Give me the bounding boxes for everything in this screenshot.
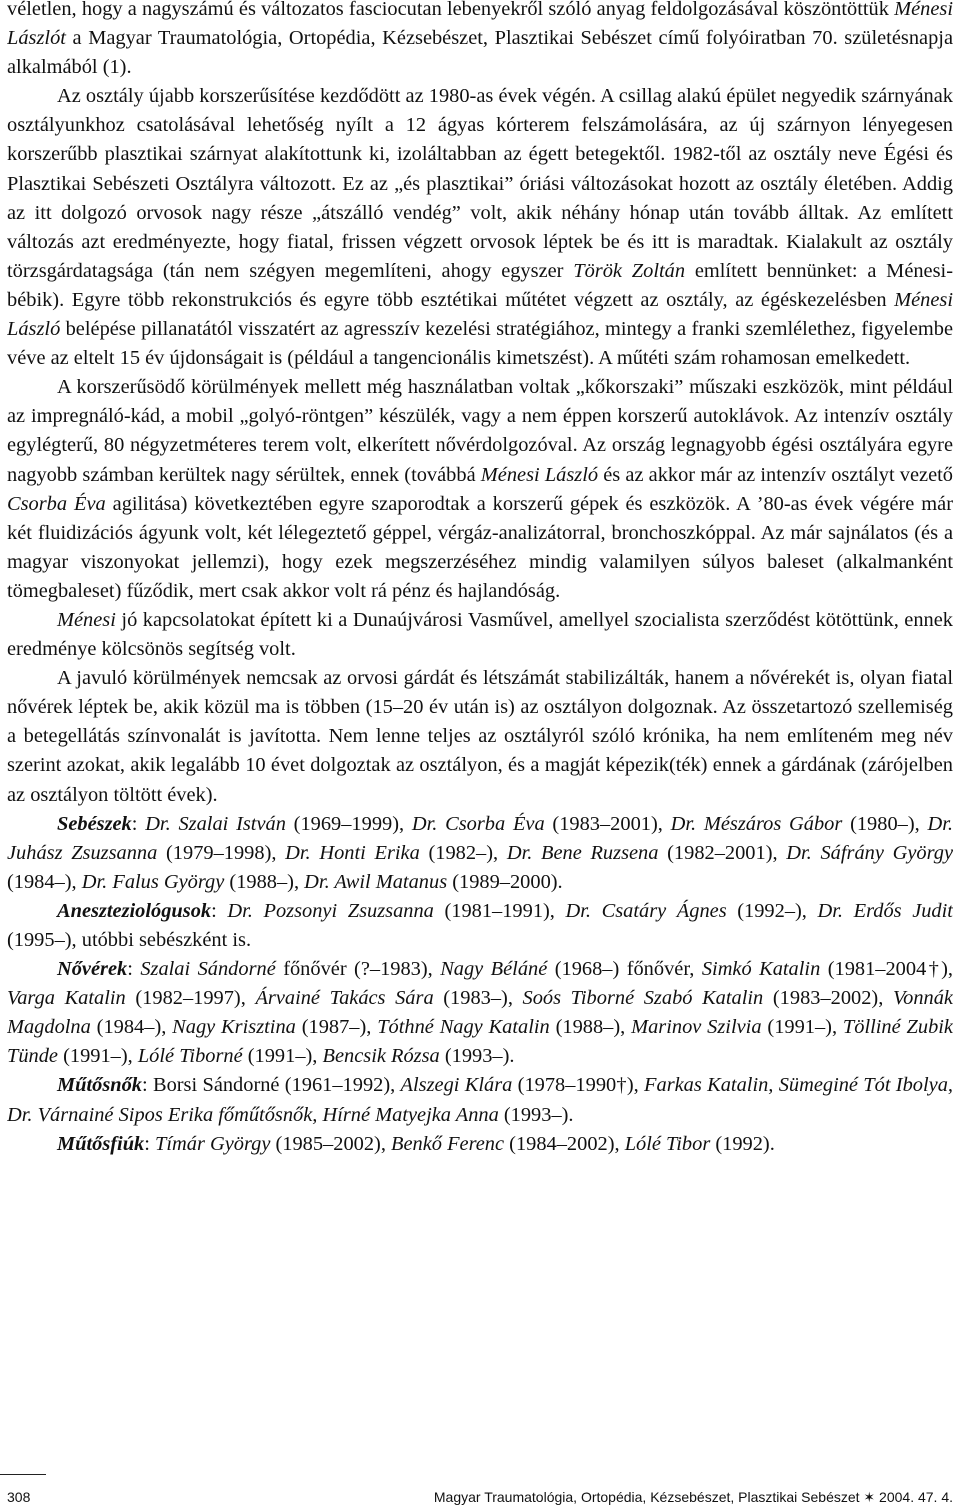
text-run: (1980–), (842, 812, 928, 835)
staff-group-label: Aneszteziológusok (57, 899, 212, 922)
footer-rule (0, 1474, 46, 1475)
person-name: Alszegi Klára (400, 1074, 513, 1097)
text-run: (1968–) főnővér, (547, 958, 702, 981)
text-run: (1983–), (433, 987, 523, 1010)
text-run: (1982–1997), (125, 987, 256, 1010)
page-footer (0, 1474, 960, 1511)
person-name: Árvainé Takács Sára (255, 987, 434, 1010)
staff-group-label: Műtősfiúk (57, 1132, 145, 1155)
paragraph-anesthesiologists (7, 897, 953, 955)
text-run: (1985–2002), (270, 1132, 392, 1155)
person-name: Benkő Ferenc (391, 1132, 505, 1155)
text-run: (1992–), (726, 899, 818, 922)
text-run: (1983–2002), (763, 987, 893, 1010)
person-name: Lólé Tiborné (137, 1045, 243, 1068)
paragraph-partnership (7, 606, 953, 664)
person-name: Tölliné Zubik Tünde (7, 1016, 953, 1068)
person-name: Lólé Tibor (624, 1132, 711, 1155)
person-name: Dr. Falus György (81, 870, 225, 893)
person-name: Tímár György (155, 1132, 271, 1155)
person-name: Dr. Csatáry Ágnes (565, 899, 727, 922)
text-run: (1988–), (549, 1016, 632, 1039)
page-number: 308 (7, 1489, 31, 1505)
article-body (7, 0, 953, 1457)
staff-group-label: Műtősnők (57, 1074, 142, 1097)
staff-group-label: Nővérek (57, 958, 128, 981)
text-run: (1989–2000). (447, 870, 563, 893)
staff-group-label: Sebészek (57, 812, 132, 835)
text-run: (1984–), (7, 870, 82, 893)
person-name: Marinov Szilvia (631, 1016, 762, 1039)
text-run: (1995–), utóbbi sebészként is. (7, 929, 252, 951)
paragraph-intro-continuation (7, 0, 953, 82)
text-run: (1991–), (761, 1016, 843, 1039)
text-run: : Borsi Sándorné (1961–1992), (142, 1074, 401, 1097)
person-name: Szalai Sándorné (140, 958, 276, 981)
person-name: Ménesi Lászlót (7, 0, 953, 50)
text-run: A korszerűsödő körülmények mellett még használatban voltak „kőkorszaki” műszaki eszközök, mint például az impregnáló-kád, a mobil „golyó-röntgen” készülék, vagy a nem éppen korszerű autoklávok. Az intenzív osztály egylégterű, 80 négyzetméteres terem volt, elkerített nővérdolgozóval. Az ország legnagyobb égési osztályára egyre nagyobb számban kerültek nagy sérültek, ennek (továbbá (7, 376, 953, 486)
person-name: Nagy Krisztina (172, 1016, 296, 1039)
text-run: (1981–1991), (433, 899, 566, 922)
person-name: Ménesi (57, 608, 116, 631)
person-name: Dr. Honti Erika (285, 841, 420, 864)
person-name: Dr. Csorba Éva (411, 812, 545, 835)
text-run: főnővér (?–1983), (275, 958, 441, 981)
paragraph-staff-intro (7, 664, 953, 809)
text-run: : (131, 812, 146, 835)
text-run: a Magyar Traumatológia, Ortopédia, Kézsebészet, Plasztikai Sebészet című folyóiratban 70. születésnapja alkalmából (1). (7, 27, 953, 79)
person-name: Dr. Pozsonyi Zsuzsanna (227, 899, 434, 922)
paragraph-equipment (7, 373, 953, 606)
text-run: és az akkor már az intenzív osztályt vezető (598, 463, 953, 486)
text-run: (1984–2002), (504, 1132, 625, 1155)
person-name: Dr. Szalai István (145, 812, 286, 835)
person-name: Dr. Awil Matanus (304, 870, 448, 893)
text-run: jó kapcsolatokat épített ki a Dunaújvárosi Vasművel, amellyel szocialista szerződést kötöttünk, ennek eredménye kölcsönös segítség volt. (7, 608, 953, 661)
text-run: : (144, 1132, 156, 1155)
text-run: belépése pillanatától visszatért az agresszív kezelési stratégiához, mintegy a franki szemlélethez, figyelembe véve az eltelt 15 év újdonságait is (például a tangencionális kimetszést). A műtéti szám rohamosan emelkedett. (7, 318, 953, 370)
text-run: (1982–2001), (658, 841, 787, 864)
person-name: Dr. Bene Ruzsena (506, 841, 659, 864)
text-run: említett bennünket: a Ménesi-bébik). Egyre több rekonstrukciós és egyre több esztétikai műtétet végzett az osztály, az égéskezelésben (7, 259, 953, 311)
text-run: (1983–2001), (544, 812, 671, 835)
person-name: Soós Tiborné Szabó Katalin (522, 987, 764, 1010)
person-name: Dr. Sáfrány György (786, 841, 953, 864)
paragraph-surgeons (7, 810, 953, 897)
person-name: Farkas Katalin, Sümeginé Tót Ibolya, Dr. Várnainé Sipos Erika főműtősnők, Hírné Matyejka Anna (7, 1074, 953, 1126)
text-run: (1992). (710, 1132, 775, 1155)
paragraph-scrub-men (7, 1130, 953, 1159)
person-name: Török Zoltán (573, 259, 686, 282)
person-name: Dr. Erdős Judit (817, 899, 953, 922)
text-run: (1979–1998), (157, 841, 286, 864)
text-run: (1993–). (498, 1103, 574, 1126)
text-run: (1988–), (224, 870, 305, 893)
person-name: Csorba Éva (7, 492, 106, 515)
text-run: : (127, 958, 141, 981)
text-run: véletlen, hogy a nagyszámú és változatos fasciocutan lebenyekről szóló anyag feldolgozásával köszöntöttük (7, 0, 895, 20)
person-name: Ménesi László (7, 288, 953, 341)
text-run: (1969–1999), (285, 812, 412, 835)
person-name: Ménesi László (480, 463, 599, 486)
text-run: agilitása) következtében egyre szaporodtak a korszerű gépek és eszközök. A ’80-as évek végére már két fluidizációs ágyunk volt, két lélegeztető géppel, vérgáz-analizátorral, bronchoszkóppal. Az már sajnálatos (és a magyar viszonyokat jellemzi), hogy ezek megszerzéséhez mindig valamilyen súlyos baleset (alkalmanként tömegbaleset) fűződik, mert csak akkor volt rá pénz és hajlandóság. (7, 492, 953, 602)
person-name: Bencsik Rózsa (322, 1045, 440, 1068)
text-run: (1982–), (419, 841, 507, 864)
person-name: Simkó Katalin (701, 958, 821, 981)
text-run: A javuló körülmények nemcsak az orvosi gárdát és létszámát stabilizálták, hanem a nővérekét is, olyan fiatal nővérek léptek be, akik közül ma is többen (15–20 év után is) az osztályon dolgoznak. Az összetartozó szellemiség a betegellátás színvonalát is javította. Nem lenne teljes az osztályról szóló krónika, ha nem említeném meg név szerint azokat, akik legalább 10 évet dolgoztak az osztályon, és a magját képezik(ték) ennek a gárdának (zárójelben az osztályon töltött évek). (7, 667, 953, 806)
person-name: Varga Katalin (7, 987, 126, 1010)
text-run: (1984–), (90, 1016, 173, 1039)
text-run: (1993–). (439, 1045, 515, 1068)
text-run: (1991–), (57, 1045, 138, 1068)
text-run: (1978–1990†), (512, 1074, 645, 1097)
text-run: (1981–2004†), (820, 958, 953, 981)
person-name: Vonnák Magdolna (7, 987, 953, 1039)
person-name: Nagy Béláné (440, 958, 548, 981)
text-run: : (211, 899, 228, 922)
text-run: (1991–), (242, 1045, 323, 1068)
text-run: (1987–), (295, 1016, 378, 1039)
paragraph-nurses (7, 955, 953, 1071)
person-name: Tóthné Nagy Katalin (377, 1016, 550, 1039)
text-run: Az osztály újabb korszerűsítése kezdődött az 1980-as évek végén. A csillag alakú épület negyedik szárnyának osztályunkhoz csatolásával lehetőség nyílt a 12 ágyas kórterem felszámolására, az új szárnyon lényegesen korszerűbb plasztikai szárnyat alakítottunk ki, izoláltabban az égett betegektől. 1982-től az osztály neve Égési és Plasztikai Sebészeti Osztályra változott. Ez az „és plasztikai” óriási változásokat hozott az osztály életében. Addig az itt dolgozó orvosok nagy része „átszálló vendég” volt, akik néhány hónap után tovább álltak. Az említett változás azt eredményezte, hogy fiatal, frissen végzett orvosok léptek be és itt is maradtak. Kialakult az osztály törzsgárdatagsága (tán nem szégyen megemlíteni, ahogy egyszer (7, 85, 953, 282)
person-name: Dr. Juhász Zsuzsanna (7, 812, 953, 864)
paragraph-scrub-nurses (7, 1071, 953, 1129)
journal-citation: Magyar Traumatológia, Ortopédia, Kézsebészet, Plasztikai Sebészet ✶ 2004. 47. 4. (433, 1489, 953, 1505)
person-name: Dr. Mészáros Gábor (670, 812, 843, 835)
paragraph-modernization (7, 82, 953, 373)
